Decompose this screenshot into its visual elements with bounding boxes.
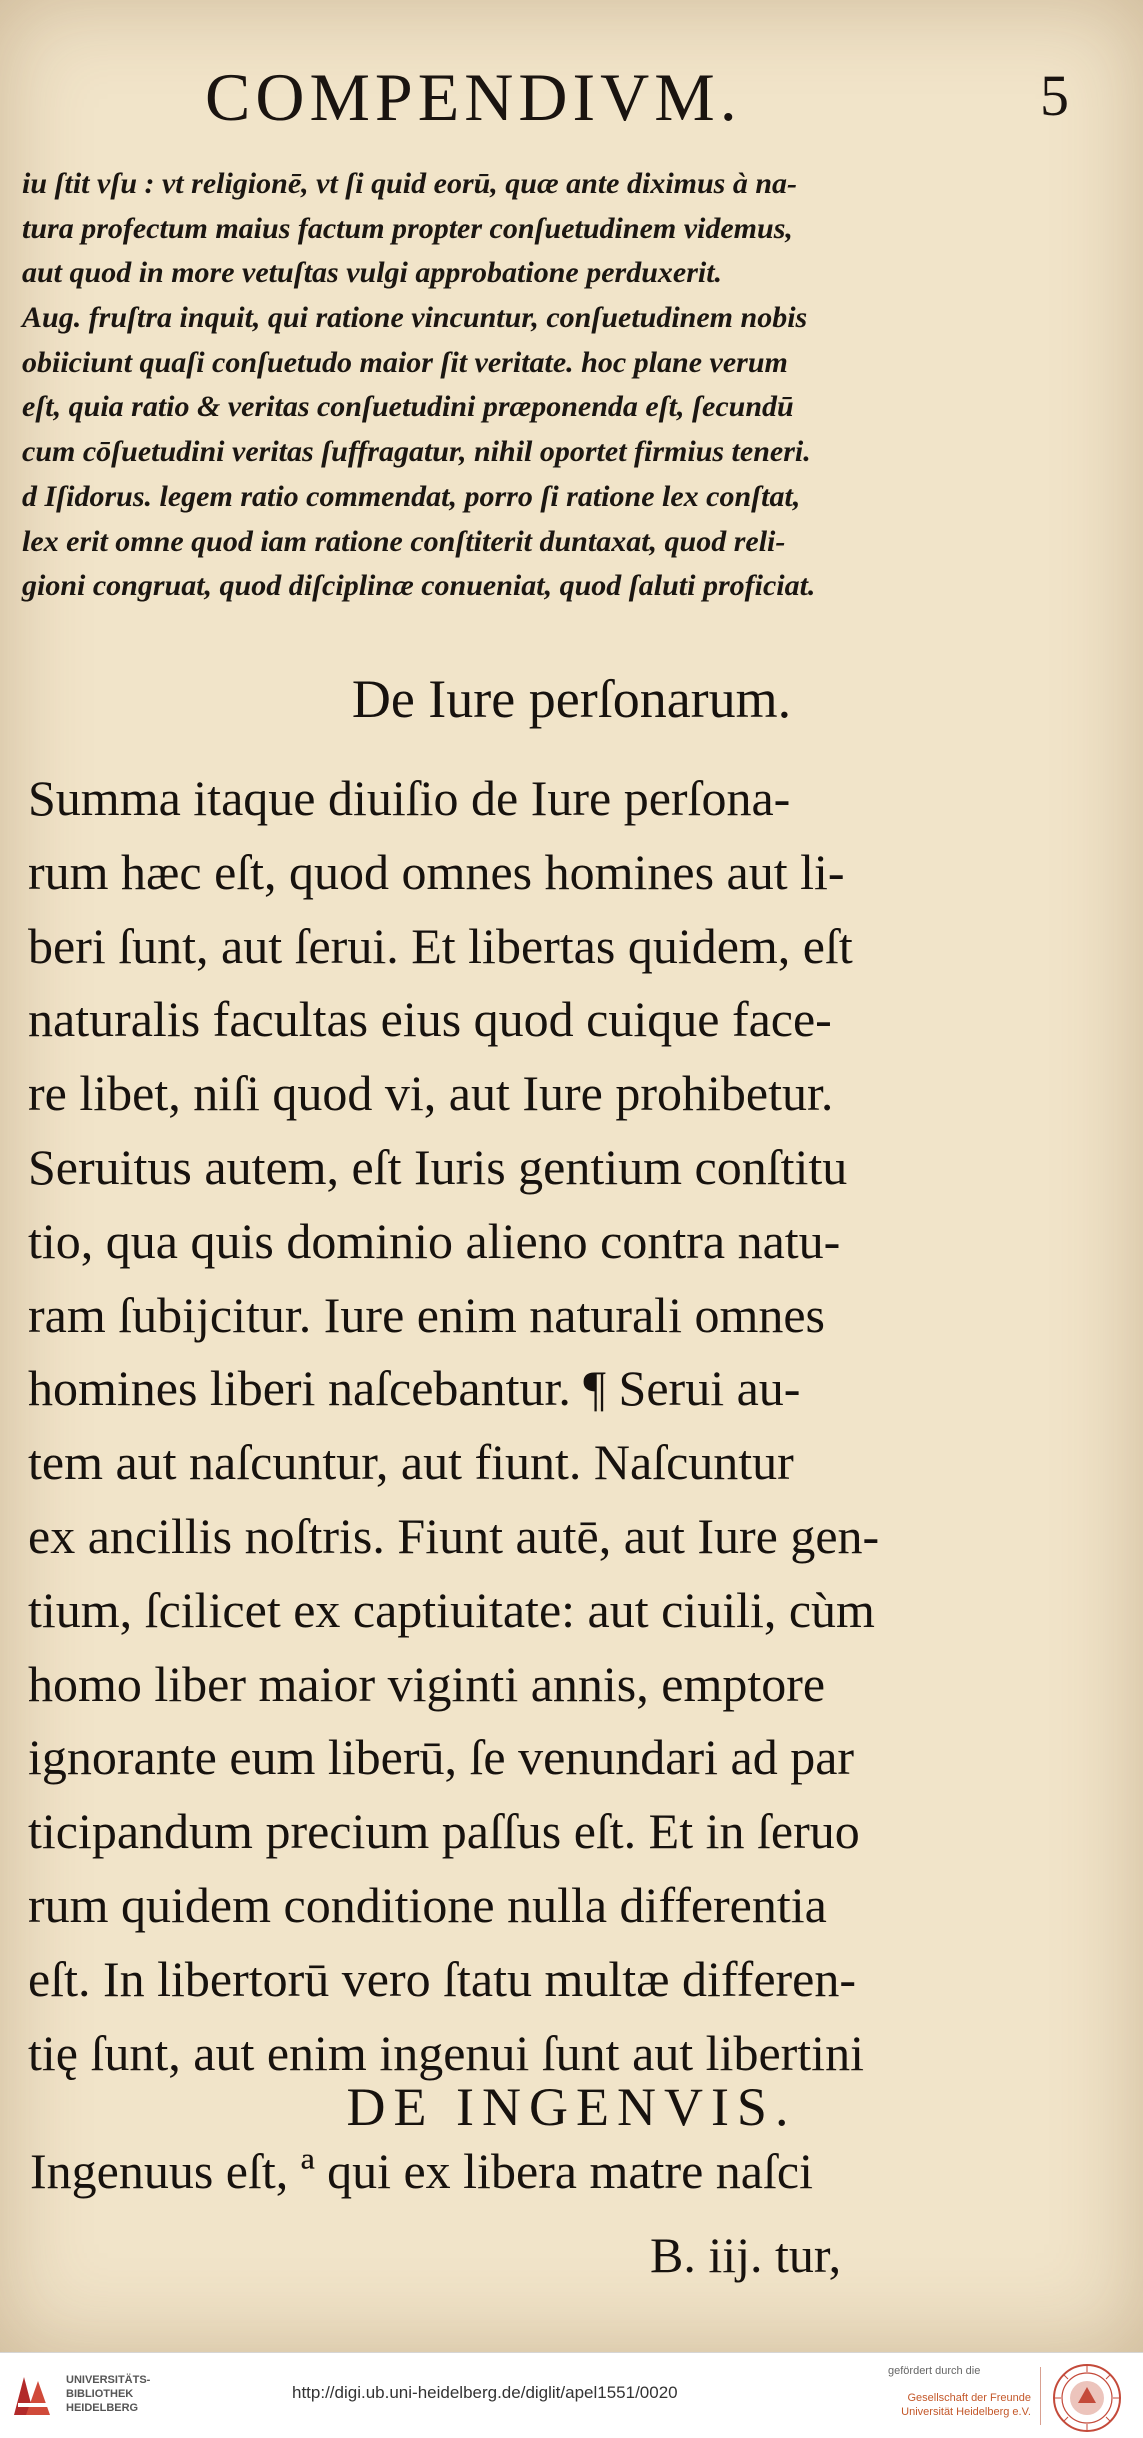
commentary-line: obiiciunt quaſi conſuetudo maior ſit veritate. hoc plane verum	[22, 345, 788, 379]
body-line: homo liber maior viginti annis, emptore	[28, 1655, 826, 1712]
body-line: ignorante eum liberū, ſe venundari ad par	[28, 1729, 855, 1786]
body-line: ram ſubijcitur. Iure enim naturali omnes	[28, 1286, 825, 1343]
body-line: beri ſunt, aut ſerui. Et libertas quidem, eſt	[28, 917, 853, 974]
body-text	[28, 762, 1108, 2090]
section-heading: De Iure perſonarum.	[351, 669, 792, 729]
body-line: eſt. In libertorū vero ſtatu multæ differen-	[28, 1950, 857, 2007]
library-name-line: HEIDELBERG	[66, 2402, 139, 2414]
society-name-line: Universität Heidelberg e.V.	[901, 2406, 1031, 2418]
commentary-line: cum cōſuetudini veritas ſuffragatur, nihil oportet firmius teneri.	[22, 435, 811, 469]
page-header	[0, 40, 1143, 140]
commentary-line: aut quod in more vetuſtas vulgi approbatione perduxerit.	[22, 256, 723, 290]
commentary-line: d Iſidorus. legem ratio commendat, porro ſi ratione lex conſtat,	[22, 479, 801, 513]
body-line: re libet, niſi quod vi, aut Iure prohibetur.	[28, 1065, 834, 1122]
library-name-line: BIBLIOTHEK	[66, 2388, 134, 2400]
footer-divider	[1040, 2367, 1041, 2425]
body-line: tem aut naſcuntur, aut fiunt. Naſcuntur	[28, 1434, 794, 1491]
commentary-line: eſt, quia ratio & veritas conſuetudini præponenda eſt, ſecundū	[22, 390, 794, 424]
body-line: tium, ſcilicet ex captiuitate: aut ciuili, cùm	[28, 1581, 875, 1638]
running-title: COMPENDIVM.	[205, 59, 742, 135]
commentary-line: tura profectum maius factum propter conſuetudinem videmus,	[22, 211, 793, 245]
body-line: rum quidem conditione nulla differentia	[28, 1876, 827, 1933]
body-line: tio, qua quis dominio alieno contra natu-	[28, 1212, 841, 1269]
commentary-line: gioni congruat, quod diſciplinæ conueniat, quod ſaluti proficiat.	[22, 569, 816, 603]
body-last-line: Ingenuus eſt, ª qui ex libera matre naſci	[30, 2143, 813, 2199]
funding-label: gefördert durch die	[888, 2365, 981, 2377]
page-number: 5	[1040, 63, 1069, 128]
body-line: Summa itaque diuiſio de Iure perſona-	[28, 770, 791, 826]
body-line: homines liberi naſcebantur. ¶ Serui au-	[28, 1360, 801, 1417]
viewer-footer	[0, 2352, 1143, 2438]
university-library-logo-icon[interactable]	[12, 2373, 58, 2417]
body-line: rum hæc eſt, quod omnes homines aut li-	[28, 843, 845, 900]
digital-url-link[interactable]: http://digi.ub.uni-heidelberg.de/diglit/apel1551/0020	[292, 2383, 678, 2402]
university-seal-icon[interactable]	[1052, 2363, 1122, 2433]
library-name-line: UNIVERSITÄTS-	[66, 2374, 151, 2386]
commentary-line: lex erit omne quod iam ratione conſtiterit duntaxat, quod reli-	[22, 524, 786, 558]
body-line: naturalis facultas eius quod cuique face-	[28, 991, 832, 1048]
commentary-line: Aug. fruſtra inquit, qui ratione vincuntur, conſuetudinem nobis	[22, 301, 808, 335]
commentary-block	[22, 162, 1092, 609]
body-line: ex ancillis noſtris. Fiunt autē, aut Iure gen-	[28, 1507, 880, 1564]
body-line: ticipandum precium paſſus eſt. Et in ſeruo	[28, 1803, 860, 1860]
commentary-line: iu ſtit vſu : vt religionē, vt ſi quid eorū, quæ ante diximus à na-	[22, 167, 798, 200]
society-name-line: Gesellschaft der Freunde	[907, 2392, 1031, 2404]
society-name[interactable]	[873, 2391, 1031, 2419]
body-line: tię ſunt, aut enim ingenui ſunt aut libertini	[28, 2024, 864, 2081]
signature-mark: B. iij. tur,	[650, 2227, 842, 2283]
sub-heading: DE INGENVIS.	[346, 2077, 797, 2137]
body-line: Seruitus autem, eſt Iuris gentium conſtitu	[28, 1138, 848, 1195]
library-name	[66, 2373, 150, 2415]
